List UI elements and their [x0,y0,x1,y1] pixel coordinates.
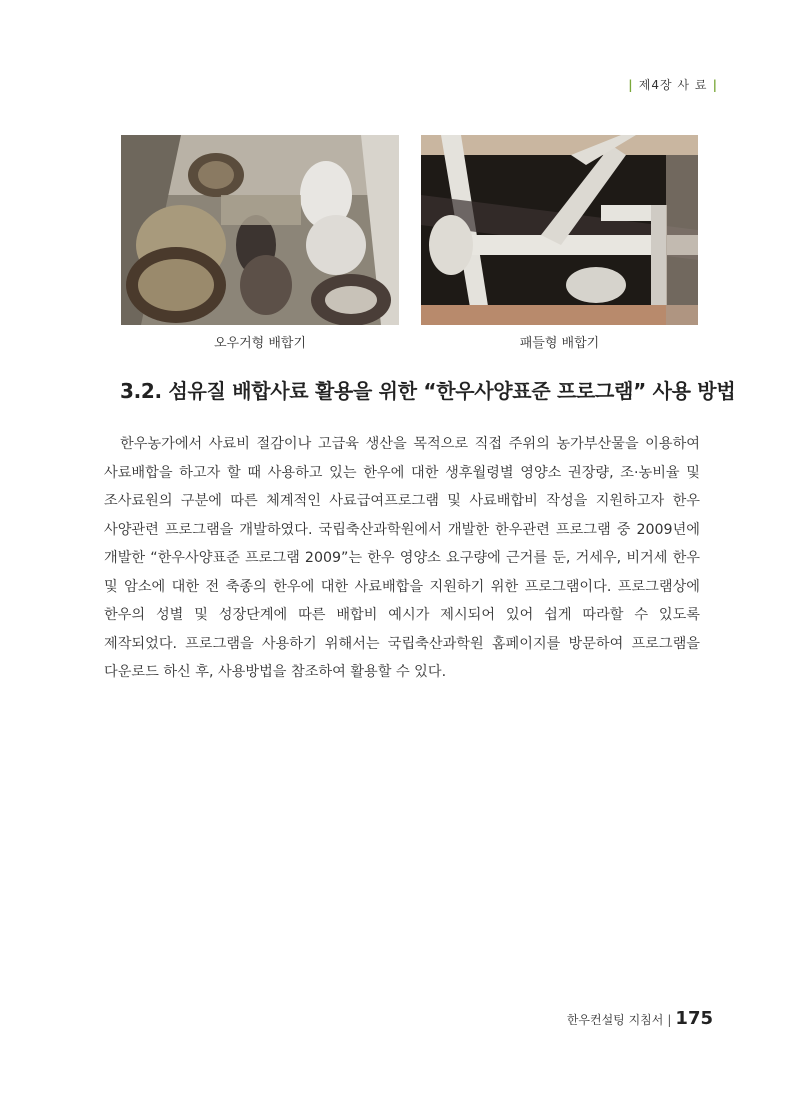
paddle-mixer-caption: 패들형 배합기 [519,336,600,351]
paddle-mixer-photo [421,135,698,325]
header-bar-left: | [628,78,639,92]
chapter-header [628,76,718,93]
chapter-label: 제4장 사 료 [638,78,708,92]
book-title: 한우컨설팅 지침서 [566,1013,664,1027]
body-paragraph: 한우농가에서 사료비 절감이나 고급육 생산을 목적으로 직접 주위의 농가부산물을 이용하여 사료배합을 하고자 할 때 사용하고 있는 한우에 대한 생후월령별 영양소 권장량, 조·농비율 및 조사료원의 구분에 따른 체계적인 사료급여프로그램 및 사료배합비 작성을 지원하고자 한우 사양관련 프로그램을 개발하였다. 국립축산과학원에서 개발한 한우관련 프로그램 중 2009년에 개발한 “한우사양표준 프로그램 2009”는 한우 영양소 요구량에 근거를 둔, 거세우, 비거세 한우 및 암소에 대한 전 축종의 한우에 대한 사료배합을 지원하기 위한 프로그램이다. 프로그램상에 한우의 성별 및 성장단계에 따른 배합비 예시가 제시되어 있어 쉽게 따라할 수 있도록 제작되었다. 프로그램을 사용하기 위해서는 국립축산과학원 홈페이지를 방문하여 프로그램을 다운로드 하신 후, 사용방법을 참조하여 활용할 수 있다. [104,436,700,680]
page-footer [567,1008,713,1029]
section-title: 3.2. 섬유질 배합사료 활용을 위한 “한우사양표준 프로그램” 사용 방법 [120,379,736,403]
header-bar-right: | [707,78,718,92]
auger-mixer-illustration [121,135,399,325]
auger-mixer-photo [121,135,399,325]
footer-separator: | [667,1013,672,1027]
page-number: 175 [675,1008,713,1029]
auger-mixer-caption: 오우거형 배합기 [213,336,307,351]
paddle-mixer-illustration [421,135,698,325]
